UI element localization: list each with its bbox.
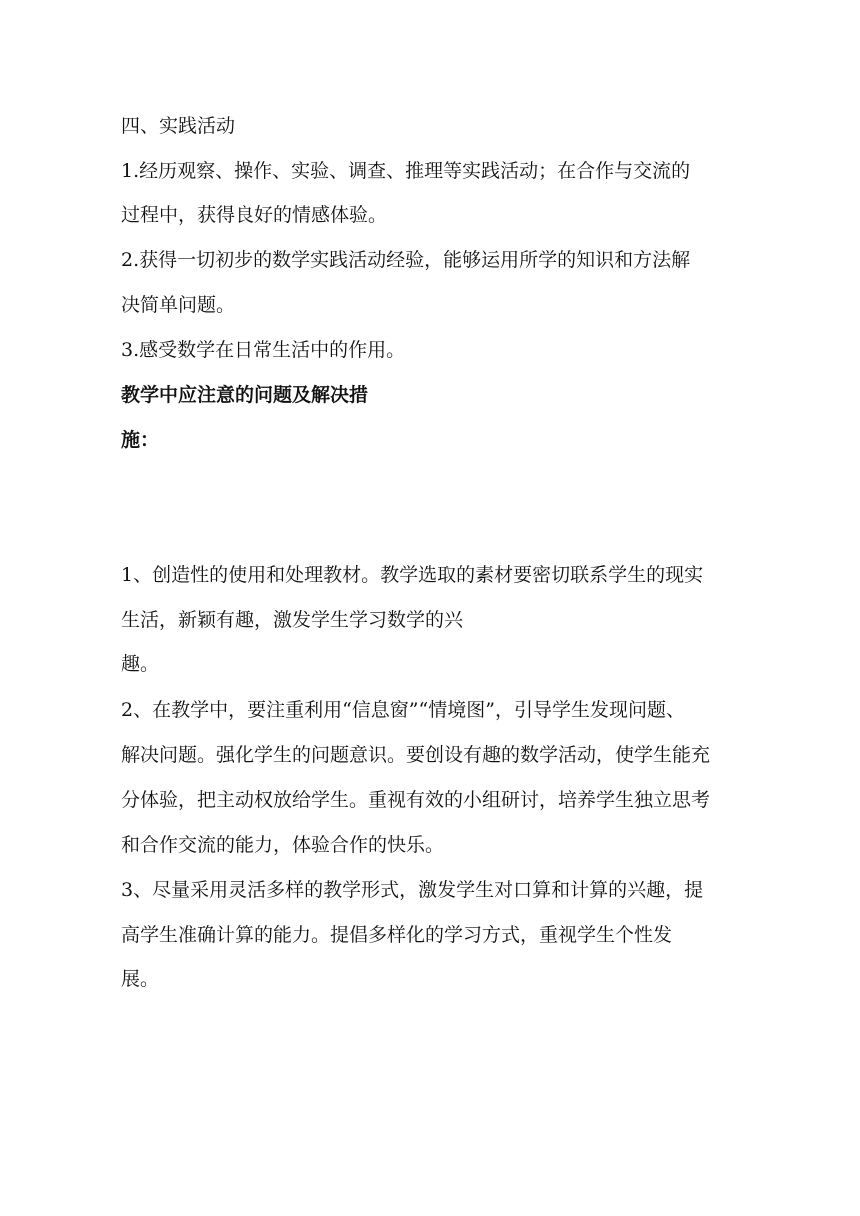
practice-item-1-line-2: 过程中，获得良好的情感体验。 [121, 204, 388, 226]
measure-1-line-3: 趣。 [121, 653, 160, 675]
practice-item-2-line-1: 2.获得一切初步的数学实践活动经验，能够运用所学的知识和方法解 [121, 249, 691, 271]
practice-item-1-line-1: 1.经历观察、操作、实验、调查、推理等实践活动；在合作与交流的 [121, 160, 691, 182]
measure-2-line-4: 和合作交流的能力，体验合作的快乐。 [121, 834, 445, 856]
measure-3-line-1: 3、尽量采用灵活多样的教学形式，激发学生对口算和计算的兴趣，提 [121, 879, 704, 901]
measure-1-line-2: 生活，新颖有趣，激发学生学习数学的兴 [121, 609, 464, 631]
measure-3-line-3: 展。 [121, 968, 160, 990]
practice-item-2-line-2: 决简单问题。 [121, 294, 236, 316]
measure-1-line-1: 1、创造性的使用和处理教材。教学选取的素材要密切联系学生的现实 [121, 564, 704, 586]
issues-heading-line-1: 教学中应注意的问题及解决措 [121, 384, 369, 406]
measure-2-line-3: 分体验，把主动权放给学生。重视有效的小组研讨，培养学生独立思考 [121, 789, 711, 811]
practice-item-3: 3.感受数学在日常生活中的作用。 [121, 339, 406, 361]
measure-3-line-2: 高学生准确计算的能力。提倡多样化的学习方式，重视学生个性发 [121, 924, 673, 946]
issues-heading-line-2: 施： [121, 429, 160, 451]
measure-2-line-1: 2、在教学中，要注重利用“信息窗”“情境图”，引导学生发现问题、 [121, 699, 685, 721]
section-heading: 四、实践活动 [121, 115, 236, 137]
measure-2-line-2: 解决问题。强化学生的问题意识。要创设有趣的数学活动，使学生能充 [121, 744, 711, 766]
